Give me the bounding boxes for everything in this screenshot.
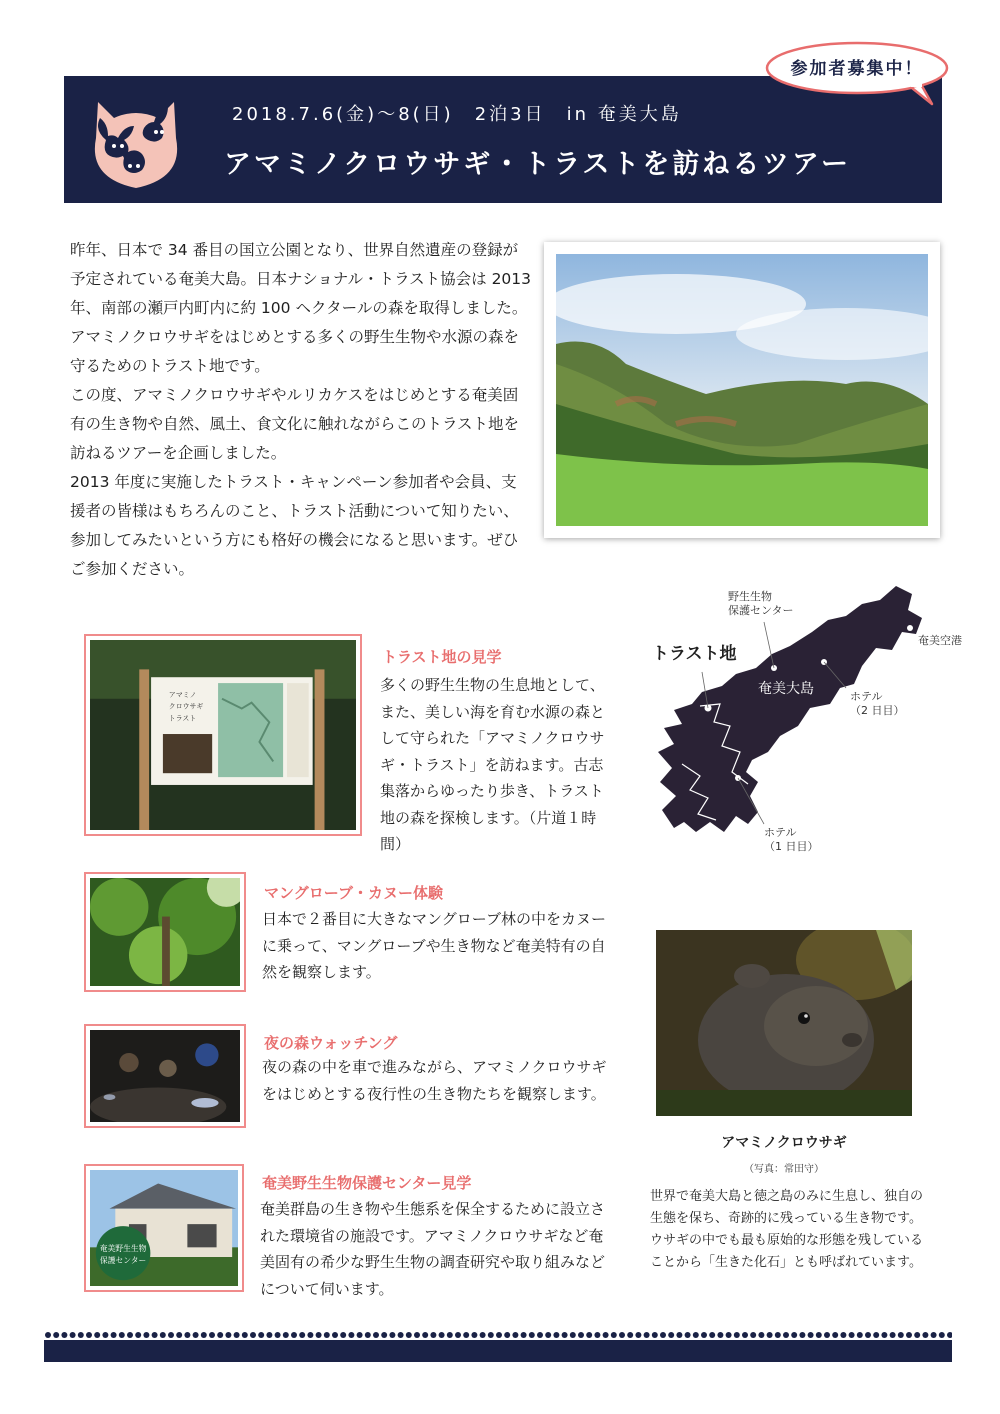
footer-dot bbox=[275, 1332, 281, 1338]
photo-credit: （写真：常田守） bbox=[744, 1164, 824, 1175]
footer-dot bbox=[594, 1332, 600, 1338]
footer-dot bbox=[578, 1332, 584, 1338]
footer-dot bbox=[234, 1332, 240, 1338]
footer-dot bbox=[143, 1332, 149, 1338]
footer-dot bbox=[668, 1332, 674, 1338]
center-sign-line-1: 奄美野生生物 bbox=[99, 1244, 147, 1254]
footer-dot bbox=[119, 1332, 125, 1338]
amami-rabbit-photo bbox=[656, 930, 912, 1116]
footer-dot bbox=[430, 1332, 436, 1338]
footer-dot bbox=[816, 1332, 822, 1338]
footer-dot bbox=[644, 1332, 650, 1338]
footer-dot bbox=[881, 1332, 887, 1338]
activity-desc: 夜の森の中を車で進みながら、アマミノクロウサギをはじめとする夜行性の生き物たちを観察します。 bbox=[262, 1058, 607, 1103]
trust-sign-photo bbox=[84, 634, 362, 836]
footer-dot bbox=[652, 1332, 658, 1338]
footer-dot bbox=[939, 1332, 945, 1338]
footer-dot bbox=[562, 1332, 568, 1338]
footer-dot bbox=[619, 1332, 625, 1338]
rabbit-logo-icon bbox=[84, 88, 188, 192]
intro-text bbox=[70, 236, 532, 584]
footer-dot bbox=[348, 1332, 354, 1338]
night-forest-photo bbox=[84, 1024, 246, 1128]
sign-line-2: クロウサギ bbox=[168, 702, 204, 711]
footer-dot bbox=[758, 1332, 764, 1338]
footer-dot bbox=[250, 1332, 256, 1338]
footer-dot bbox=[406, 1332, 412, 1338]
rabbit-caption-title: アマミノクロウサギ bbox=[721, 1135, 847, 1151]
footer-dot bbox=[603, 1332, 609, 1338]
footer-dot bbox=[767, 1332, 773, 1338]
footer-dot bbox=[537, 1332, 543, 1338]
footer-dot bbox=[61, 1332, 67, 1338]
footer-dot bbox=[176, 1332, 182, 1338]
footer-dot bbox=[627, 1332, 633, 1338]
footer-dot bbox=[357, 1332, 363, 1338]
footer-dot bbox=[53, 1332, 59, 1338]
intro-paragraph: この度、アマミノクロウサギやルリカケスをはじめとする奄美固有の生き物や自然、風土、食文化に触れながらこのトラスト地を訪ねるツアーを企画しました。 bbox=[70, 386, 520, 462]
sign-line-3: トラスト bbox=[168, 714, 197, 723]
footer-dot bbox=[45, 1332, 51, 1338]
footer-dot bbox=[111, 1332, 117, 1338]
footer-dot bbox=[914, 1332, 920, 1338]
footer-dot bbox=[775, 1332, 781, 1338]
footer-dot bbox=[439, 1332, 445, 1338]
footer-dot bbox=[512, 1332, 518, 1338]
footer-dot bbox=[422, 1332, 428, 1338]
footer-dot bbox=[529, 1332, 535, 1338]
map-label-island: 奄美大島 bbox=[758, 681, 814, 697]
footer-dot bbox=[463, 1332, 469, 1338]
footer-dot bbox=[931, 1332, 937, 1338]
footer-dot bbox=[685, 1332, 691, 1338]
footer-dot bbox=[857, 1332, 863, 1338]
map-label-hotel-day1: ホテル （1 日目） bbox=[764, 826, 819, 853]
footer-dot bbox=[455, 1332, 461, 1338]
footer-dot bbox=[324, 1332, 330, 1338]
footer-dot bbox=[742, 1332, 748, 1338]
footer-dot bbox=[553, 1332, 559, 1338]
activity-desc: 日本で２番目に大きなマングローブ林の中をカヌーに乗って、マングローブや生き物など奄美特有の自然を観察します。 bbox=[262, 910, 606, 981]
footer-dot bbox=[299, 1332, 305, 1338]
activity-title: マングローブ・カヌー体験 bbox=[264, 884, 443, 902]
footer-dot bbox=[332, 1332, 338, 1338]
tour-dates: 2018.7.6(金)〜8(日) 2泊3日 in 奄美大島 bbox=[232, 104, 682, 125]
activity-title: トラスト地の見学 bbox=[382, 648, 502, 666]
footer-dot bbox=[283, 1332, 289, 1338]
footer-dot bbox=[922, 1332, 928, 1338]
activity-title: 奄美野生生物保護センター見学 bbox=[262, 1174, 472, 1192]
footer-dot bbox=[193, 1332, 199, 1338]
footer-dot bbox=[873, 1332, 879, 1338]
footer-dot bbox=[168, 1332, 174, 1338]
amami-island-map bbox=[640, 576, 970, 866]
footer-dot bbox=[307, 1332, 313, 1338]
map-label-hotel-day2: ホテル （2 日目） bbox=[850, 690, 905, 717]
footer-dot bbox=[209, 1332, 215, 1338]
footer-dot bbox=[832, 1332, 838, 1338]
footer-dot bbox=[102, 1332, 108, 1338]
footer-dot bbox=[693, 1332, 699, 1338]
footer-dot bbox=[160, 1332, 166, 1338]
footer-dot bbox=[635, 1332, 641, 1338]
activity-desc: 奄美群島の生き物や生態系を保全するために設立された環境省の施設です。アマミノクロウサギなど奄美固有の希少な野生生物の調査研究や取り組みなどについて伺います。 bbox=[260, 1200, 606, 1298]
footer-dot bbox=[726, 1332, 732, 1338]
map-label-airport: 奄美空港 bbox=[918, 634, 962, 647]
footer-dot bbox=[611, 1332, 617, 1338]
footer-dot bbox=[291, 1332, 297, 1338]
tour-title: アマミノクロウサギ・トラストを訪ねるツアー bbox=[224, 149, 852, 180]
rabbit-description: 世界で奄美大島と徳之島のみに生息し、独自の生態を保ち、奇跡的に残っている生き物です。ウサギの中でも最も原始的な形態を残していることから「生きた化石」とも呼ばれています。 bbox=[650, 1189, 924, 1270]
footer-dot bbox=[504, 1332, 510, 1338]
footer-dot bbox=[127, 1332, 133, 1338]
footer-dot bbox=[398, 1332, 404, 1338]
wildlife-center-photo bbox=[84, 1164, 244, 1292]
footer-dot bbox=[849, 1332, 855, 1338]
intro-paragraph: 昨年、日本で 34 番目の国立公園となり、世界自然遺産の登録が予定されている奄美大島。日本ナショナル・トラスト協会は 2013 年、南部の瀬戸内町内に約 100 ヘクタールの森を取得しました。アマミノクロウサギをはじめとする多くの野生生物や水源の森を守るためのトラスト地です。 bbox=[70, 241, 532, 375]
footer-dot bbox=[184, 1332, 190, 1338]
sign-line-1: アマミノ bbox=[168, 690, 197, 699]
footer-dot bbox=[78, 1332, 84, 1338]
footer-dot bbox=[135, 1332, 141, 1338]
map-label-trust: トラスト地 bbox=[652, 644, 737, 664]
forest-landscape-photo bbox=[544, 242, 940, 538]
footer-dot bbox=[865, 1332, 871, 1338]
footer-dot bbox=[266, 1332, 272, 1338]
footer-dot bbox=[373, 1332, 379, 1338]
footer-dot bbox=[496, 1332, 502, 1338]
footer-dot bbox=[488, 1332, 494, 1338]
footer-dot bbox=[480, 1332, 486, 1338]
footer-dot bbox=[808, 1332, 814, 1338]
footer-dot bbox=[381, 1332, 387, 1338]
footer-dot bbox=[824, 1332, 830, 1338]
footer-dot bbox=[389, 1332, 395, 1338]
footer-dot bbox=[570, 1332, 576, 1338]
intro-paragraph: 2013 年度に実施したトラスト・キャンペーン参加者や会員、支援者の皆様はもちろんのこと、トラスト活動について知りたい、参加してみたいという方にも格好の機会になると思います。ぜひご参加ください。 bbox=[70, 473, 519, 578]
center-sign-line-2: 保護センター bbox=[99, 1255, 147, 1265]
activity-title: 夜の森ウォッチング bbox=[264, 1034, 398, 1052]
footer-dot bbox=[447, 1332, 453, 1338]
mangrove-photo bbox=[84, 872, 246, 992]
footer-dot bbox=[709, 1332, 715, 1338]
footer-dot bbox=[750, 1332, 756, 1338]
footer-dot bbox=[94, 1332, 100, 1338]
badge-label: 参加者募集中！ bbox=[790, 59, 924, 79]
footer-dot bbox=[471, 1332, 477, 1338]
footer-dot bbox=[717, 1332, 723, 1338]
recruiting-badge bbox=[762, 40, 952, 104]
footer-dot bbox=[898, 1332, 904, 1338]
footer-dot bbox=[316, 1332, 322, 1338]
activity-desc: 多くの野生生物の生息地として、また、美しい海を育む水源の森として守られた「アマミノクロウサギ・トラスト」を訪ねます。古志集落からゆったり歩き、トラスト地の森を探検します。（片道１時間） bbox=[380, 676, 606, 853]
footer-dot bbox=[258, 1332, 264, 1338]
footer-dot bbox=[676, 1332, 682, 1338]
footer-dot bbox=[545, 1332, 551, 1338]
footer-dot bbox=[414, 1332, 420, 1338]
footer-dot bbox=[365, 1332, 371, 1338]
footer-dot bbox=[890, 1332, 896, 1338]
footer-dot bbox=[86, 1332, 92, 1338]
footer-dot bbox=[217, 1332, 223, 1338]
footer-dot bbox=[906, 1332, 912, 1338]
footer-dot bbox=[201, 1332, 207, 1338]
footer-dot bbox=[70, 1332, 76, 1338]
footer-dot bbox=[521, 1332, 527, 1338]
footer-dot bbox=[791, 1332, 797, 1338]
footer-band bbox=[44, 1330, 952, 1362]
footer-dot bbox=[586, 1332, 592, 1338]
footer-dot bbox=[660, 1332, 666, 1338]
footer-dot bbox=[242, 1332, 248, 1338]
footer-dot bbox=[840, 1332, 846, 1338]
footer-dot bbox=[783, 1332, 789, 1338]
footer-dot bbox=[340, 1332, 346, 1338]
map-label-center: 野生生物 保護センター bbox=[728, 590, 794, 617]
footer-dot bbox=[152, 1332, 158, 1338]
footer-dot bbox=[701, 1332, 707, 1338]
footer-dot bbox=[225, 1332, 231, 1338]
footer-dot bbox=[799, 1332, 805, 1338]
footer-dot bbox=[947, 1332, 952, 1338]
footer-dot bbox=[734, 1332, 740, 1338]
